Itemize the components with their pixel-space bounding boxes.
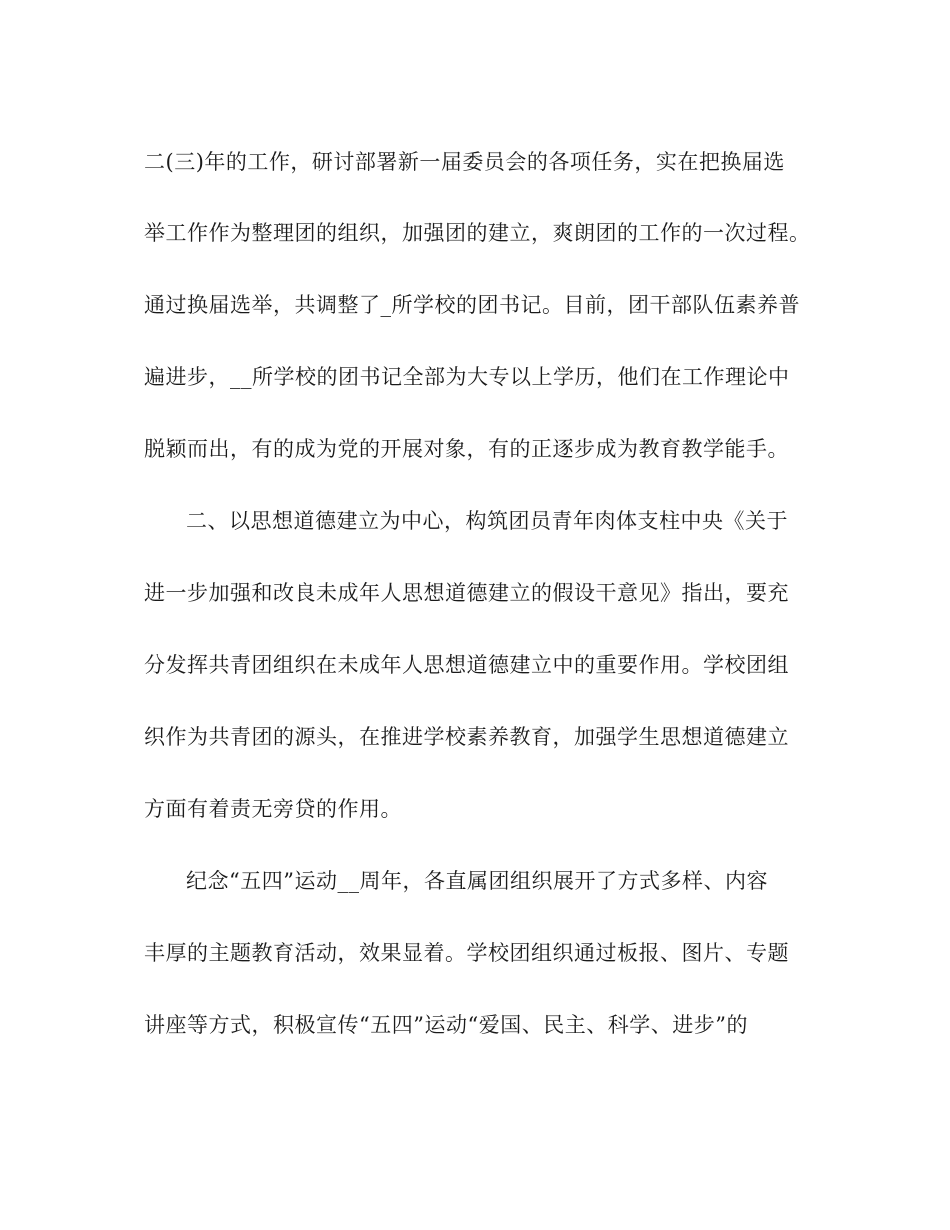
text-line-12: 丰厚的主题教育活动，效果显着。学校团组织通过板报、图片、专题 <box>144 941 789 965</box>
text-line-3: 通过换届选举，共调整了_所学校的团书记。目前，团干部队伍素养普 <box>144 293 800 317</box>
text-line-7: 进一步加强和改良未成年人思想道德建立的假设干意见》指出，要充 <box>144 581 789 605</box>
section-heading-paragraph-start: 二、以思想道德建立为中心，构筑团员青年肉体支柱中央《关于 <box>186 509 788 533</box>
text-line-13: 讲座等方式，积极宣传“五四”运动“爱国、民主、科学、进步”的 <box>144 1013 748 1037</box>
paragraph-start-line: 纪念“五四”运动__周年，各直属团组织展开了方式多样、内容 <box>186 869 768 893</box>
text-line-2: 举工作作为整理团的组织，加强团的建立，爽朗团的工作的一次过程。 <box>144 221 811 245</box>
text-line-8: 分发挥共青团组织在未成年人思想道德建立中的重要作用。学校团组 <box>144 653 789 677</box>
text-line-5: 脱颖而出，有的成为党的开展对象，有的正逐步成为教育教学能手。 <box>144 437 789 461</box>
text-line-9: 织作为共青团的源头，在推进学校素养教育，加强学生思想道德建立 <box>144 725 789 749</box>
text-line-1: 二(三)年的工作，研讨部署新一届委员会的各项任务，实在把换届选 <box>144 150 785 174</box>
text-line-10: 方面有着责无旁贷的作用。 <box>144 797 402 821</box>
text-line-4: 遍进步，__所学校的团书记全部为大专以上学历，他们在工作理论中 <box>144 365 790 389</box>
